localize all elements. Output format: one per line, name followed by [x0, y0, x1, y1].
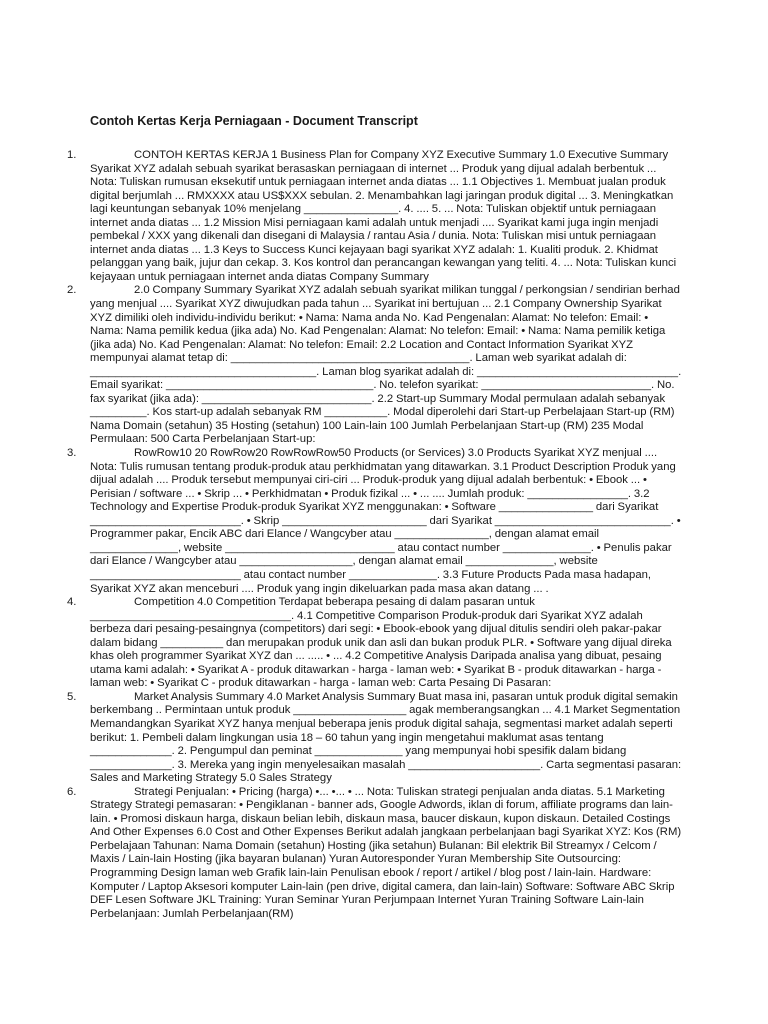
- list-item: [0, 691, 768, 786]
- transcript-list: [0, 149, 768, 921]
- list-item-text: Strategi Penjualan: • Pricing (harga) •... •... • ... Nota: Tuliskan strategi penjualan anda diatas. 5.1 Marketing Strategy Strategi pemasaran: • Pengiklanan - banner ads, Google Adwords, iklan di forum, affiliate programs dan lain-lain. • Promosi diskaun harga, diskaun belian lebih, diskaun masa, baucer diskaun, kupon diskaun. Detailed Costings And Other Expenses 6.0 Cost and Other Expenses Berikut adalah jangkaan perbelanjaan bagi Syarikat XYZ: Kos (RM) Perbelajaan Tahunan: Nama Domain (setahun) Hosting (jika setahun) Bulanan: Bil elektrik Bil Streamyx / Celcom / Maxis / Lain-lain Hosting (jika bayaran bulanan) Yuran Autoresponder Yuran Membership Site Outsourcing: Programming Design laman web Grafik lain-lain Penulisan ebook / report / artikel / blog post / lain-lain. Hardware: Komputer / Laptop Aksesori komputer Lain-lain (pen drive, digital camera, dan lain-lain) Software: Software ABC Skrip DEF Lesen Software JKL Training: Yuran Seminar Yuran Perjumpaan Internet Yuran Training Software Lain-lain Perbelanjaan: Jumlah Perbelanjaan(RM): [90, 785, 684, 920]
- list-item-number: 1.: [67, 149, 77, 161]
- list-item-text: RowRow10 20 RowRow20 RowRowRow50 Products (or Services) 3.0 Products Syarikat XYZ menjual .... Nota: Tulis rumusan tentang produk-produk atau perkhidmatan yang ditawarkan. 3.1 Product Description Produk yang dijual adalah .... Produk tersebut mempunyai ciri-ciri ... Produk-produk yang dijual adalah berbentuk: • Ebook ... • Perisian / software ... • Skrip ... • Perkhidmatan • Produk fizikal ... • ... .... Jumlah produk: ________________. 3.2 Technology and Expertise Produk-produk Syarikat XYZ menggunakan: • Software _______________ dari Syarikat ________________________. • Skrip _______________________ dari Syarikat ____________________________. • Programmer pakar, Encik ABC dari Elance / Wangcyber atau _______________, dengan alamat email ______________, website ___________________________ atau contact number ______________. • Penulis pakar dari Elance / Wangcyber atau __________________, dengan alamat email ______________, website ________________________ atau contact number ______________. 3.3 Future Products Pada masa hadapan, Syarikat XYZ akan menceburi .... Produk yang ingin dikeluarkan pada masa akan datang ... .: [90, 447, 684, 595]
- list-item-text: CONTOH KERTAS KERJA 1 Business Plan for Company XYZ Executive Summary 1.0 Executive Summary Syarikat XYZ adalah sebuah syarikat berasaskan perniagaan di internet ... Produk yang dijual adalah berbentuk ... Nota: Tuliskan rumusan eksekutif untuk perniagaan internet anda diatas ... 1.1 Objectives 1. Membuat jualan produk digital berjumlah ... RMXXXX atau US$XXX sebulan. 2. Menambahkan lagi jaringan produk digital ... 3. Meningkatkan lagi keuntungan sebanyak 10% menjelang _______________. 4. .... 5. ... Nota: Tuliskan objektif untuk perniagaan internet anda diatas ... 1.2 Mission Misi perniagaan kami adalah untuk menjadi .... Syarikat kami juga ingin menjadi pembekal / XXX yang dikenali dan disegani di Malaysia / rantau Asia / dunia. Nota: Tuliskan misi untuk perniagaan internet anda diatas ... 1.3 Keys to Success Kunci kejayaan bagi syarikat XYZ adalah: 1. Kualiti produk. 2. Khidmat pelanggan yang baik, jujur dan cekap. 3. Kos kontrol dan perancangan kewangan yang teliti. 4. ... Nota: Tuliskan kunci kejayaan untuk perniagaan internet anda diatas Company Summary: [90, 149, 680, 283]
- document-title: Contoh Kertas Kerja Perniagaan - Document Transcript: [90, 114, 418, 128]
- list-item-text: Competition 4.0 Competition Terdapat beberapa pesaing di dalam pasaran untuk ________________________________. 4.1 Competitive Comparison Produk-produk dari Syarikat XYZ adalah berbeza dari pesaing-pesaingnya (competitors) dari segi: • Ebook-ebook yang dijual ditulis sendiri oleh pakar-pakar dalam bidang __________ dan merupakan produk unik dan asli dan bukan produk PLR. • Software yang dijual direka khas oleh programmer Syarikat XYZ dan ... ..... • ... 4.2 Competitive Analysis Daripada analisa yang dibuat, pesaing utama kami adalah: • Syarikat A - produk ditawarkan - harga - laman web: • Syarikat B - produk ditawarkan - harga - laman web: • Syarikat C - produk ditawarkan - harga - laman web: Carta Pesaing Di Pasaran:: [90, 596, 675, 690]
- list-item: [0, 149, 768, 284]
- list-item-number: 2.: [67, 284, 77, 297]
- list-item-number: 3.: [67, 447, 77, 460]
- list-item: [0, 786, 768, 921]
- list-item-text: Market Analysis Summary 4.0 Market Analysis Summary Buat masa ini, pasaran untuk produk digital semakin berkembang .. Permintaan untuk produk __________________ agak memberangsangkan ... 4.1 Market Segmentation Memandangkan Syarikat XYZ hanya menjual beberapa jenis produk digital sahaja, segmentasi market adalah seperti berikut: 1. Pembeli dalam lingkungan usia 18 – 60 tahun yang ingin mengetahui maklumat asas tentang _____________. 2. Pengumpul dan peminat ______________ yang mempunyai hobi spesifik dalam bidang _____________. 3. Mereka yang ingin menyelesaikan masalah _____________________. Carta segmentasi pasaran: Sales and Marketing Strategy 5.0 Sales Strategy: [90, 690, 684, 785]
- list-item-number: 4.: [67, 596, 77, 609]
- list-item: [0, 284, 768, 447]
- list-item-number: 5.: [67, 690, 77, 703]
- list-item-text: 2.0 Company Summary Syarikat XYZ adalah sebuah syarikat milikan tunggal / perkongsian / sendirian berhad yang menjual .... Syarikat XYZ diwujudkan pada tahun ... Syarikat ini bertujuan ... 2.1 Company Ownership Syarikat XYZ dimiliki oleh individu-individu berikut: • Nama: Nama anda No. Kad Pengenalan: Alamat: No telefon: Email: • Nama: Nama pemilik kedua (jika ada) No. Kad Pengenalan: Alamat: No telefon: Email: • Nama: Nama pemilik ketiga (jika ada) No. Kad Pengenalan: Alamat: No telefon: Email: 2.2 Location and Contact Information Syarikat XYZ mempunyai alamat tetap di: ______________________________________. Laman web syarikat adalah di: ____________________________________. Laman blog syarikat adalah di: ________________________________. Email syarikat: _________________________________. No. telefon syarikat: ___________________________. No. fax syarikat (jika ada): ___________________________. 2.2 Start-up Summary Modal permulaan adalah sebanyak _________. Kos start-up adalah sebanyak RM __________. Modal diperolehi dari Start-up Perbelajaan Start-up (RM) Nama Domain (setahun) 35 Hosting (setahun) 100 Lain-lain 100 Jumlah Perbelanjaan Start-up (RM) 235 Modal Permulaan: 500 Carta Perbelanjaan Start-up:: [90, 284, 685, 446]
- list-item: [0, 596, 768, 691]
- list-item: [0, 447, 768, 596]
- list-item-number: 6.: [67, 785, 77, 798]
